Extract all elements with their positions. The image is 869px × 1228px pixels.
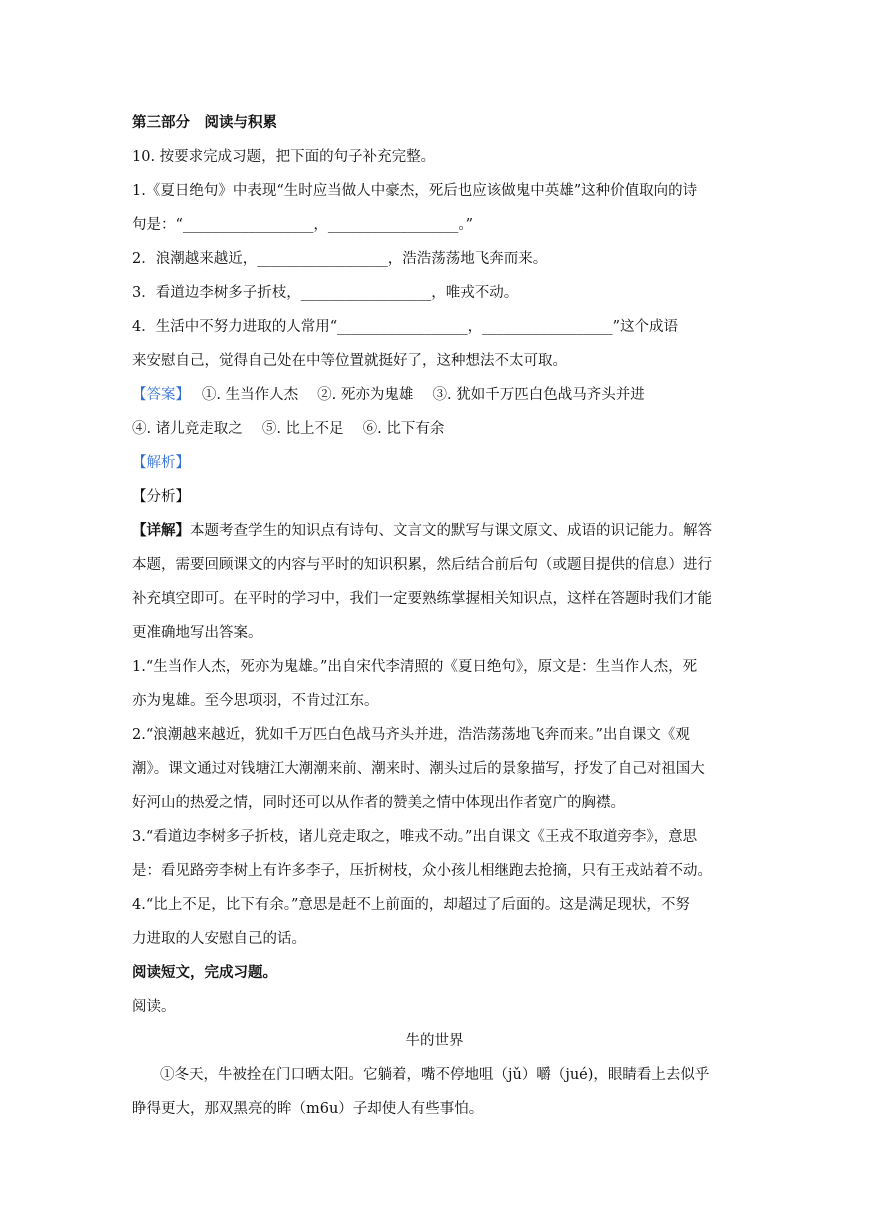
fenxi-label: 【分析】 [132, 489, 190, 505]
explanation-4a: 4.“比上不足，比下有余。”意思是赶不上前面的，却超过了后面的。这是满足现状，不努 [132, 897, 690, 913]
detail-line-1 [132, 521, 712, 541]
explanation-2c: 好河山的热爱之情，同时还可以从作者的赞美之情中体现出作者宽广的胸襟。 [132, 795, 625, 811]
answer-label: 【答案】 [132, 387, 183, 403]
explanation-2a: 2.“浪潮越来越近，犹如千万匹白色战马齐头并进，浩浩荡荡地飞奔而来。”出自课文《观 [132, 727, 690, 743]
answer-line-2: ④. 诸儿竞走取之 ⑤. 比上不足 ⑥. 比下有余 [132, 421, 445, 437]
question-item-4: 4．生活中不努力进取的人常用“__________________，__________________”这个成语 [132, 319, 679, 335]
question-item-1-blanks: 句是：“__________________，__________________。” [132, 217, 474, 233]
detail-label: 【详解】 [132, 523, 190, 539]
question-item-2: 2．浪潮越来越近，__________________，浩浩荡荡地飞奔而来。 [132, 251, 548, 267]
explanation-1b: 亦为鬼雄。至今思项羽，不肯过江东。 [132, 693, 379, 709]
section-title: 第三部分 阅读与积累 [132, 115, 277, 131]
detail-line-3: 补充填空即可。在平时的学习中，我们一定要熟练掌握相关知识点，这样在答题时我们才能 [132, 591, 712, 607]
question-10-stem: 10. 按要求完成习题，把下面的句子补充完整。 [132, 149, 436, 165]
passage-para-1a: ①冬天，牛被拴在门口晒太阳。它躺着，嘴不停地咀（jǔ）嚼（jué)，眼睛看上去似乎 [160, 1067, 710, 1083]
reading-heading: 阅读短文，完成习题。 [132, 965, 277, 981]
explanation-3b: 是：看见路旁李树上有许多李子，压折树枝，众小孩儿相继跑去抢摘，只有王戎站着不动。 [132, 863, 712, 879]
passage-para-1b: 睁得更大，那双黑亮的眸（m6u）子却使人有些事怕。 [132, 1101, 484, 1117]
explanation-4b: 力进取的人安慰自己的话。 [132, 931, 306, 947]
detail-text-1: 本题考查学生的知识点有诗句、文言文的默写与课文原文、成语的识记能力。解答 [190, 523, 712, 539]
explanation-2b: 潮》。课文通过对钱塘江大潮潮来前、潮来时、潮头过后的景象描写，抒发了自己对祖国大 [132, 761, 705, 777]
answer-line-1 [132, 385, 645, 405]
detail-line-2: 本题，需要回顾课文的内容与平时的知识积累，然后结合前后句（或题目提供的信息）进行 [132, 557, 712, 573]
question-item-1: 1.《夏日绝句》中表现“生时应当做人中豪杰，死后也应该做鬼中英雄”这种价值取向的诗 [132, 183, 698, 199]
jiexi-label: 【解析】 [132, 455, 190, 471]
detail-line-4: 更准确地写出答案。 [132, 625, 263, 641]
answer-text-1: ①. 生当作人杰 ②. 死亦为鬼雄 ③. 犹如千万匹白色战马齐头并进 [182, 387, 645, 403]
question-item-3: 3．看道边李树多子折枝，__________________，唯戎不动。 [132, 285, 519, 301]
question-item-4-cont: 来安慰自己，觉得自己处在中等位置就挺好了，这种想法不太可取。 [132, 353, 567, 369]
reading-intro: 阅读。 [132, 999, 176, 1015]
passage-title: 牛的世界 [405, 1033, 464, 1049]
explanation-3a: 3.“看道边李树多子折枝，诸儿竞走取之，唯戎不动。”出自课文《王戎不取道旁李》，意思 [132, 829, 698, 845]
explanation-1a: 1.“生当作人杰，死亦为鬼雄。”出自宋代李清照的《夏日绝句》，原文是：生当作人杰，死 [132, 659, 698, 675]
